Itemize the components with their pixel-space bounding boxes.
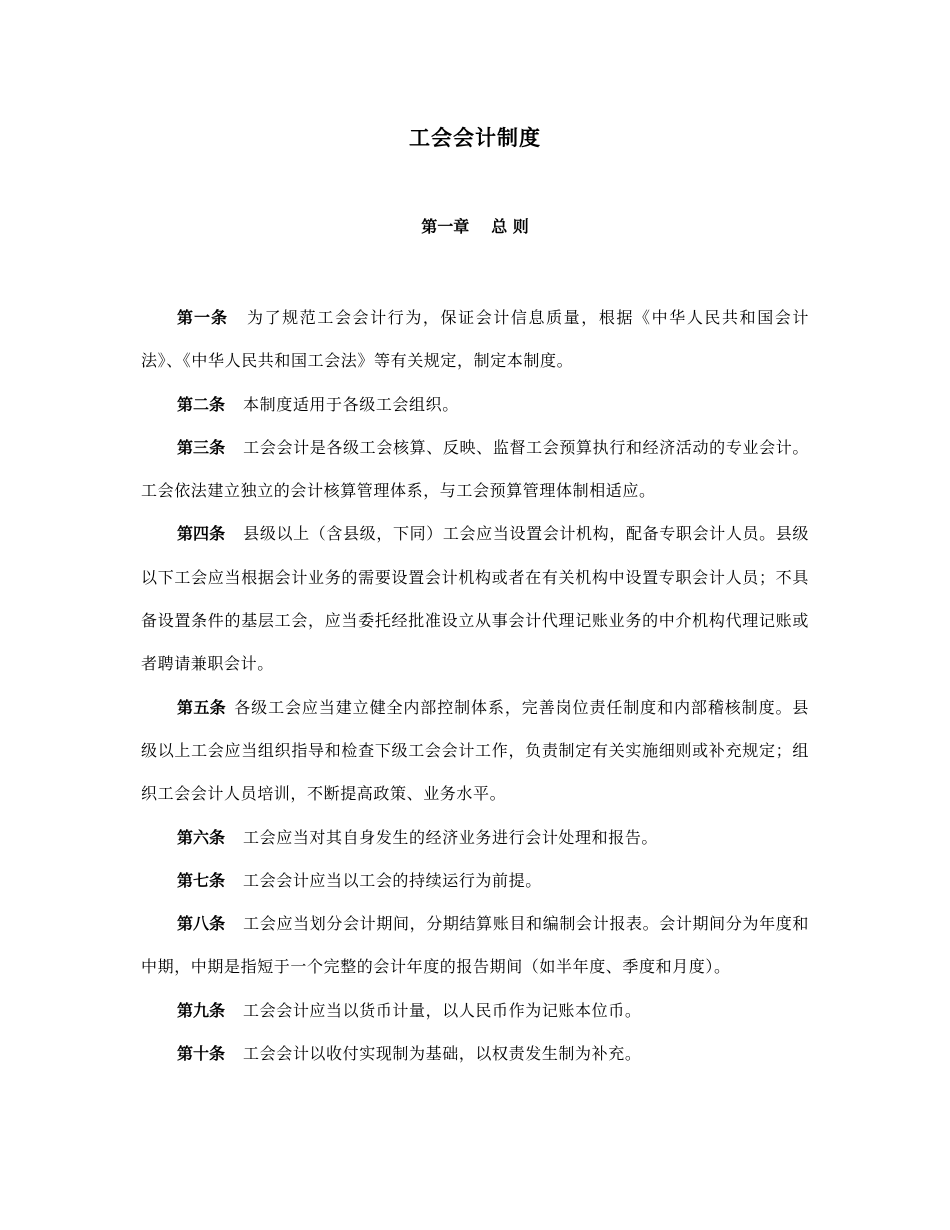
article-7	[141, 859, 809, 902]
article-number: 第十条	[177, 1044, 226, 1064]
article-10	[141, 1032, 809, 1075]
chapter-name: 总 则	[491, 217, 529, 236]
article-6	[141, 816, 809, 859]
chapter-heading	[0, 214, 950, 240]
article-text: 各级工会应当建立健全内部控制体系，完善岗位责任制度和内部稽核制度。县级以上工会应当组织指导和检查下级工会会计工作，负责制定有关实施细则或补充规定；组织工会会计人员培训，不断提高政策、业务水平。	[141, 697, 809, 804]
article-text: 工会会计应当以工会的持续运行为前提。	[243, 870, 542, 890]
document-title: 工会会计制度	[409, 126, 541, 150]
article-number: 第四条	[177, 524, 226, 544]
article-number: 第九条	[177, 1000, 226, 1020]
article-number: 第一条	[177, 308, 228, 327]
article-number: 第七条	[177, 870, 226, 890]
article-text: 工会会计以收付实现制为基础，以权责发生制为补充。	[243, 1044, 642, 1064]
article-text: 工会应当划分会计期间，分期结算账目和编制会计报表。会计期间分为年度和中期，中期是指短于一个完整的会计年度的报告期间（如半年度、季度和月度）。	[141, 914, 809, 977]
article-text: 县级以上（含县级，下同）工会应当设置会计机构，配备专职会计人员。县级以下工会应当根据会计业务的需要设置会计机构或者在有关机构中设置专职会计人员；不具备设置条件的基层工会，应当委托经批准设立从事会计代理记账业务的中介机构代理记账或者聘请兼职会计。	[141, 524, 809, 674]
article-text: 为了规范工会会计行为，保证会计信息质量，根据《中华人民共和国会计法》、《中华人民共和国工会法》等有关规定，制定本制度。	[141, 308, 809, 371]
article-2	[141, 383, 809, 426]
article-8	[141, 902, 809, 989]
article-9	[141, 989, 809, 1032]
article-text: 本制度适用于各级工会组织。	[243, 394, 459, 414]
article-text: 工会会计应当以货币计量，以人民币作为记账本位币。	[243, 1000, 642, 1020]
article-text: 工会应当对其自身发生的经济业务进行会计处理和报告。	[243, 827, 659, 847]
article-number: 第三条	[177, 437, 226, 457]
article-5	[141, 686, 809, 816]
article-4	[141, 512, 809, 685]
article-list	[141, 296, 809, 1075]
article-number: 第五条	[177, 697, 226, 717]
article-number: 第八条	[177, 914, 226, 934]
chapter-number: 第一章	[421, 217, 470, 236]
article-number: 第六条	[177, 827, 226, 847]
article-number: 第二条	[177, 394, 226, 414]
article-3	[141, 426, 809, 513]
article-text: 工会会计是各级工会核算、反映、监督工会预算执行和经济活动的专业会计。工会依法建立独立的会计核算管理体系，与工会预算管理体制相适应。	[141, 437, 809, 501]
article-1	[141, 296, 809, 383]
